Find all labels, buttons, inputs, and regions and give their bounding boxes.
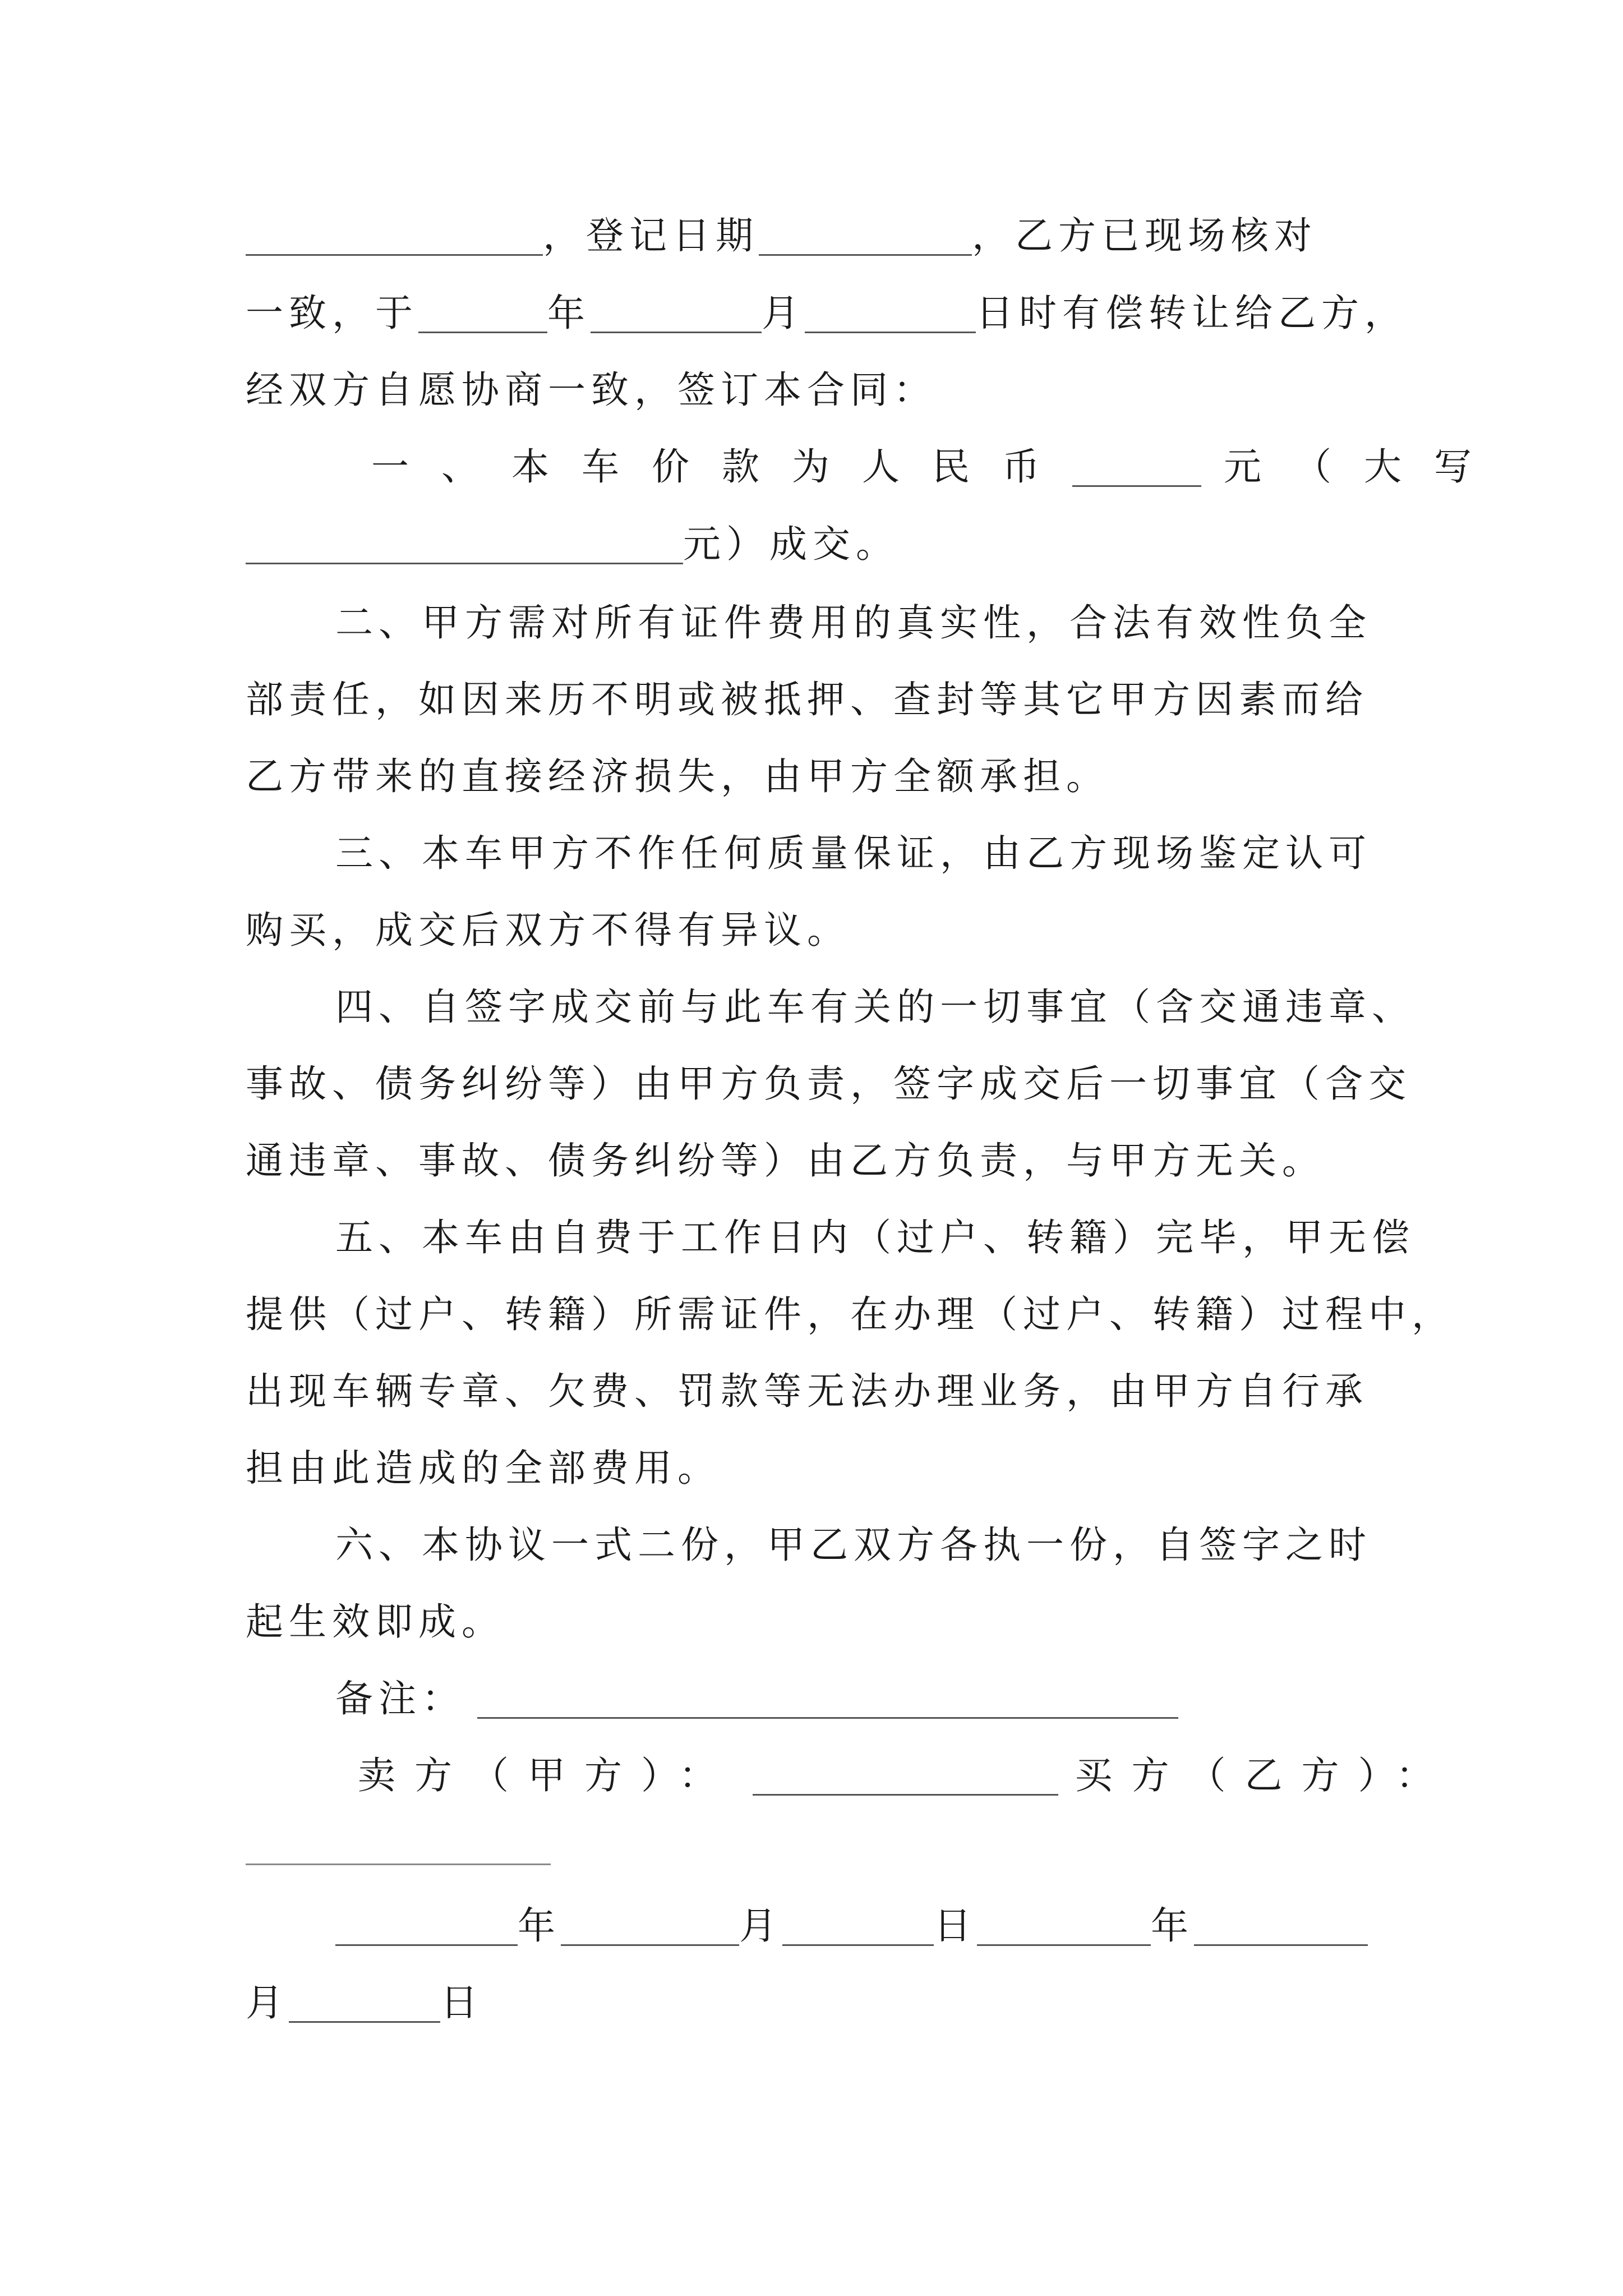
seller-month-blank[interactable] <box>561 1906 739 1946</box>
blank-field[interactable] <box>246 215 543 256</box>
price-blank[interactable] <box>1072 447 1201 487</box>
buyer-label: 买方（乙方）： <box>1075 1754 1453 1797</box>
text-segment: ，乙方已现场核对 <box>972 214 1317 257</box>
clause-2-line-3 <box>246 748 1109 804</box>
text-segment: 五、本车由自费于工作日内（过户、转籍）完毕，甲无偿 <box>335 1216 1415 1259</box>
remark-blank[interactable] <box>477 1678 1178 1719</box>
seller-day-blank[interactable] <box>782 1906 934 1946</box>
seller-year-blank[interactable] <box>335 1906 518 1946</box>
text-segment: 元（大写 <box>1224 445 1504 489</box>
buyer-signature-blank[interactable] <box>246 1864 551 1865</box>
clause-3-line-2 <box>246 902 850 958</box>
text-segment: 年 <box>1151 1904 1194 1948</box>
text-segment: 担由此造成的全部费用。 <box>246 1446 721 1490</box>
clause-2-line-2 <box>246 671 1368 728</box>
text-segment: 三、本车甲方不作任何质量保证，由乙方现场鉴定认可 <box>335 831 1372 875</box>
text-segment: 出现车辆专章、欠费、罚款等无法办理业务，由甲方自行承 <box>246 1369 1368 1413</box>
text-segment: 四、自签字成交前与此车有关的一切事宜（含交通违章、 <box>335 985 1415 1029</box>
date-line-1 <box>335 1898 1368 1954</box>
day-blank[interactable] <box>805 293 976 333</box>
price-in-words-blank[interactable] <box>246 524 683 564</box>
text-segment: 购买，成交后双方不得有异议。 <box>246 908 850 952</box>
clause-6-line-2 <box>246 1594 505 1650</box>
text-segment: 一、本车价款为人民币 <box>371 445 1072 489</box>
clause-2-line-1 <box>335 595 1372 651</box>
text-segment: ，登记日期 <box>543 214 759 257</box>
year-blank[interactable] <box>418 293 547 333</box>
text-segment: 起生效即成。 <box>246 1600 505 1644</box>
seller-signature-blank[interactable] <box>753 1755 1058 1796</box>
clause-4-line-3 <box>246 1133 1325 1189</box>
remark-label: 备注： <box>335 1677 465 1720</box>
buyer-day-blank[interactable] <box>289 1982 440 2023</box>
text-segment: 日 <box>934 1904 977 1948</box>
text-segment: 年 <box>518 1904 561 1948</box>
clause-5-line-1 <box>335 1209 1415 1266</box>
text-segment: 部责任，如因来历不明或被抵押、查封等其它甲方因素而给 <box>246 678 1368 721</box>
remark-line <box>335 1671 1178 1727</box>
month-blank[interactable] <box>591 293 762 333</box>
text-segment: 经双方自愿协商一致，签订本合同： <box>246 368 937 412</box>
clause-1-line-2 <box>246 516 899 572</box>
clause-5-line-3 <box>246 1363 1368 1419</box>
clause-3-line-1 <box>335 825 1372 881</box>
buyer-year-blank[interactable] <box>977 1906 1151 1946</box>
text-segment: 日时有偿转让给乙方， <box>976 291 1408 335</box>
text-segment: 提供（过户、转籍）所需证件，在办理（过户、转籍）过程中， <box>246 1292 1455 1336</box>
signature-line <box>358 1747 1453 1803</box>
clause-4-line-1 <box>335 979 1415 1035</box>
clause-6-line-1 <box>335 1517 1372 1573</box>
text-segment: 元）成交。 <box>683 522 899 566</box>
intro-line-3 <box>246 362 937 418</box>
intro-line-2 <box>246 285 1408 341</box>
seller-label: 卖方（甲方）： <box>358 1754 736 1797</box>
date-line-2 <box>246 1975 483 2031</box>
registration-date-blank[interactable] <box>759 215 972 256</box>
text-segment: 二、甲方需对所有证件费用的真实性，合法有效性负全 <box>335 601 1372 645</box>
text-segment: 月 <box>246 1981 289 2024</box>
text-segment: 年 <box>547 291 591 335</box>
intro-line-1 <box>246 208 1317 264</box>
text-segment: 月 <box>739 1904 782 1948</box>
text-segment: 日 <box>440 1981 483 2024</box>
text-segment: 通违章、事故、债务纠纷等）由乙方负责，与甲方无关。 <box>246 1139 1325 1182</box>
clause-4-line-2 <box>246 1056 1412 1112</box>
text-segment: 事故、债务纠纷等）由甲方负责，签字成交后一切事宜（含交 <box>246 1062 1412 1106</box>
buyer-month-blank-part[interactable] <box>1194 1906 1368 1946</box>
clause-5-line-4 <box>246 1440 721 1496</box>
clause-1-line-1 <box>371 439 1504 495</box>
clause-5-line-2 <box>246 1286 1455 1342</box>
text-segment: 乙方带来的直接经济损失，由甲方全额承担。 <box>246 754 1109 798</box>
text-segment: 月 <box>762 291 805 335</box>
text-segment: 一致，于 <box>246 291 418 335</box>
text-segment: 六、本协议一式二份，甲乙双方各执一份，自签字之时 <box>335 1523 1372 1567</box>
